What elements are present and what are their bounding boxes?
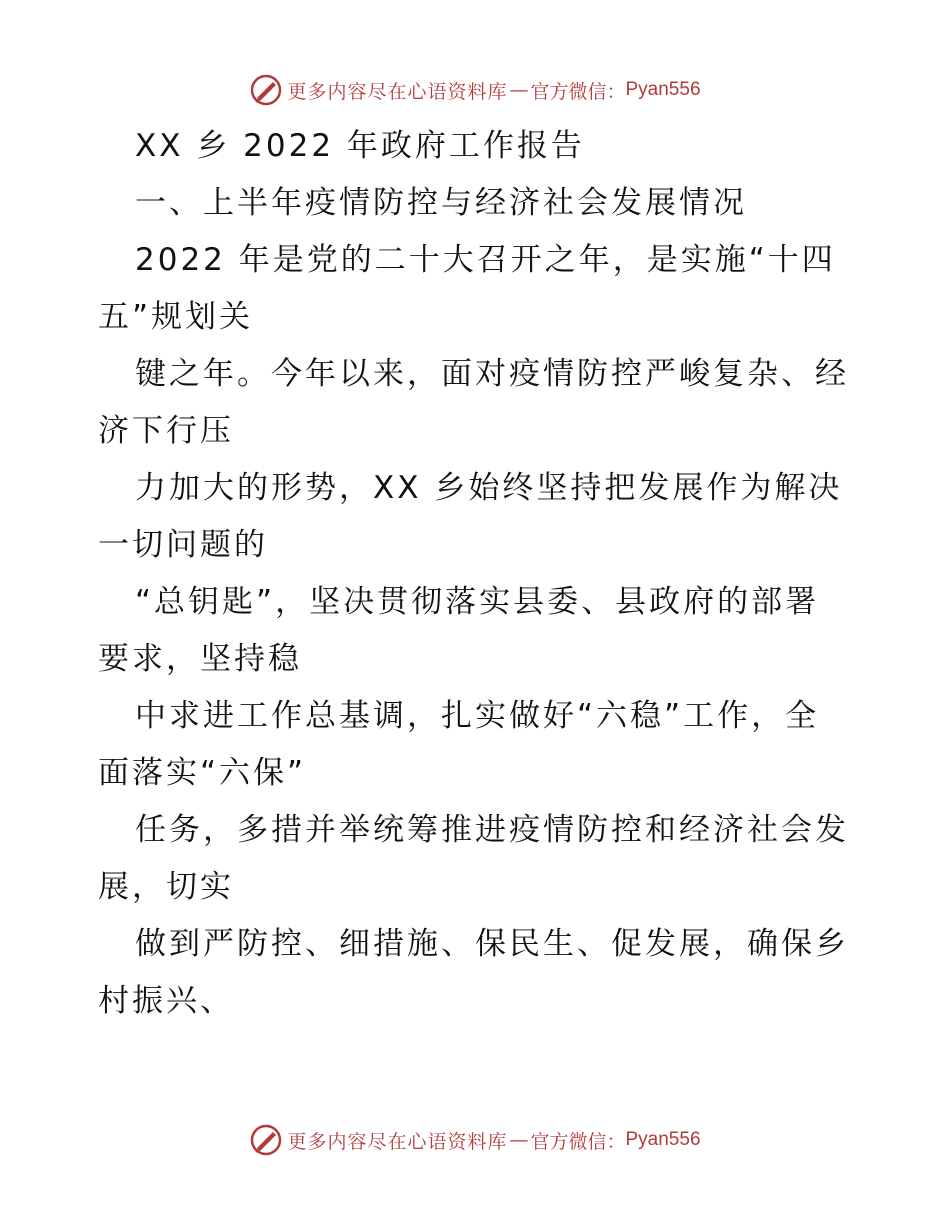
paragraph-line: “总钥匙”，坚决贯彻落实县委、县政府的部署 xyxy=(135,584,820,620)
paragraph-line: 一切问题的 xyxy=(98,527,268,563)
paragraph-line: 要求，坚持稳 xyxy=(98,641,302,677)
watermark-wechat-id: Pyan556 xyxy=(625,79,701,100)
document-title: XX 乡 2022 年政府工作报告 xyxy=(135,128,585,164)
paragraph-line: 五”规划关 xyxy=(98,299,254,335)
paragraph-line: 任务，多措并举统筹推进疫情防控和经济社会发 xyxy=(135,812,849,848)
paragraph-line: 村振兴、 xyxy=(98,983,234,1019)
paragraph-line: 面落实“六保” xyxy=(98,755,307,791)
watermark-brand-text: 更多内容尽在心语资料库 xyxy=(287,80,508,103)
watermark-separator: — xyxy=(509,1129,529,1151)
header-watermark-banner xyxy=(0,70,950,110)
section-heading: 一、上半年疫情防控与经济社会发展情况 xyxy=(135,185,747,221)
watermark-wechat-id: Pyan556 xyxy=(625,1129,701,1150)
watermark-separator: — xyxy=(509,79,529,101)
quill-logo-icon xyxy=(249,73,283,107)
quill-logo-icon xyxy=(249,1123,283,1157)
footer-watermark-banner xyxy=(0,1120,950,1160)
watermark-brand-text: 更多内容尽在心语资料库 xyxy=(287,1130,508,1153)
document-body xyxy=(98,118,858,1030)
paragraph-line: 键之年。今年以来，面对疫情防控严峻复杂、经 xyxy=(135,356,849,392)
paragraph-line: 中求进工作总基调，扎实做好“六稳”工作，全 xyxy=(135,698,820,734)
paragraph-line: 做到严防控、细措施、保民生、促发展，确保乡 xyxy=(135,926,849,962)
watermark-contact-label: 官方微信： xyxy=(530,1130,626,1153)
watermark-contact-label: 官方微信： xyxy=(530,80,626,103)
paragraph-line: 力加大的形势，XX 乡始终坚持把发展作为解决 xyxy=(135,470,843,506)
paragraph-line: 2022 年是党的二十大召开之年，是实施“十四 xyxy=(135,242,836,278)
paragraph-line: 展，切实 xyxy=(98,869,234,905)
paragraph-line: 济下行压 xyxy=(98,413,234,449)
